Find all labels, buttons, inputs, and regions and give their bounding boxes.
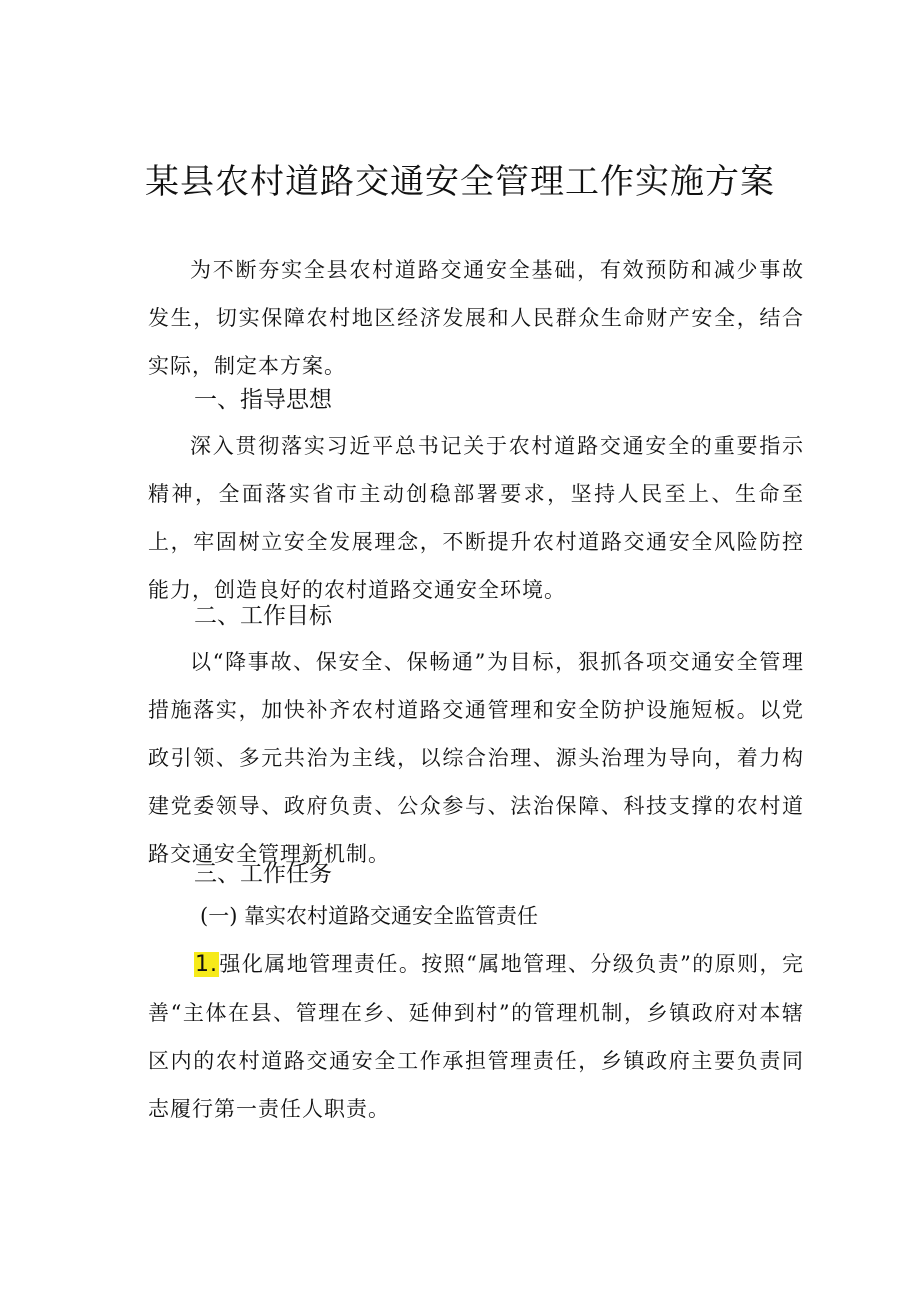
- task-item-1-text: 强化属地管理责任。按照“属地管理、分级负责”的原则，完善“主体在县、管理在乡、延伸到村”的管理机制，乡镇政府对本辖区内的农村道路交通安全工作承担管理责任，乡镇政府主要负责同志履行第一责任人职责。: [148, 952, 804, 1121]
- section-heading-guiding-ideology: 一、指导思想: [194, 387, 332, 413]
- section-heading-work-goals: 二、工作目标: [194, 603, 332, 629]
- item-number-highlight: 1.: [195, 952, 218, 977]
- task-item-1: [148, 940, 804, 1133]
- subsection-heading-supervision-responsibility: (一) 靠实农村道路交通安全监管责任: [200, 904, 539, 928]
- section-body-guiding-ideology: 深入贯彻落实习近平总书记关于农村道路交通安全的重要指示精神，全面落实省市主动创稳部署要求，坚持人民至上、生命至上，牢固树立安全发展理念，不断提升农村道路交通安全风险防控能力，创造良好的农村道路交通安全环境。: [148, 434, 804, 602]
- section-heading-work-tasks: 三、工作任务: [194, 861, 332, 887]
- document-title: 某县农村道路交通安全管理工作实施方案: [145, 162, 775, 202]
- section-body-work-goals: 以“降事故、保安全、保畅通”为目标，狠抓各项交通安全管理措施落实，加快补齐农村道路交通管理和安全防护设施短板。以党政引领、多元共治为主线，以综合治理、源头治理为导向，着力构建党委领导、政府负责、公众参与、法治保障、科技支撑的农村道路交通安全管理新机制。: [148, 650, 804, 866]
- intro-paragraph: 为不断夯实全县农村道路交通安全基础，有效预防和减少事故发生，切实保障农村地区经济发展和人民群众生命财产安全，结合实际，制定本方案。: [148, 258, 804, 378]
